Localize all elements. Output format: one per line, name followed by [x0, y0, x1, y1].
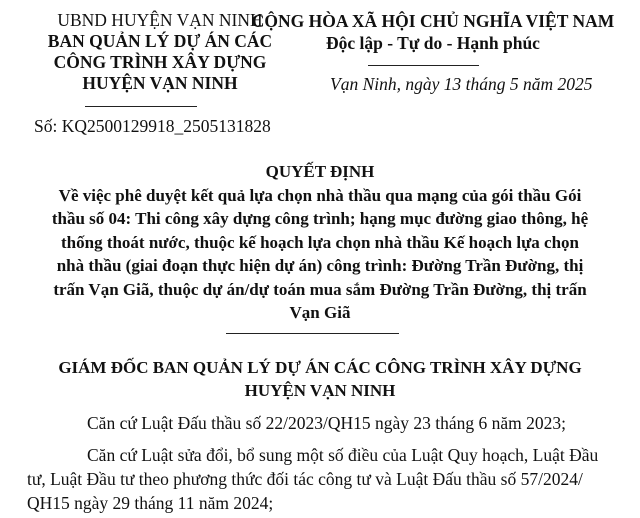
decision-subject-line: thống thoát nước, thuộc kế hoạch lựa chọn nhà thầu Kế hoạch lựa chọn: [61, 232, 579, 252]
authority-heading: [0, 356, 640, 402]
decision-heading: QUYẾT ĐỊNH: [265, 162, 375, 181]
national-motto: Độc lập - Tự do - Hạnh phúc: [326, 33, 540, 53]
agency-name-line-3: HUYỆN VẠN NINH: [82, 73, 238, 93]
authority-line-2: HUYỆN VẠN NINH: [244, 381, 396, 400]
legal-basis-paragraph-2-line-1: Căn cứ Luật sửa đổi, bổ sung một số điều của Luật Quy hoạch, Luật Đầu: [87, 445, 599, 465]
agency-name-line-2: CÔNG TRÌNH XÂY DỰNG: [53, 52, 267, 72]
legal-basis-paragraph-2-line-2: tư, Luật Đầu tư theo phương thức đối tác công tư và Luật Đấu thầu số 57/2024/: [27, 469, 583, 489]
decision-title-block: [0, 160, 640, 325]
legal-basis-paragraph-1: Căn cứ Luật Đấu thầu số 22/2023/QH15 ngày 23 tháng 6 năm 2023;: [87, 413, 566, 433]
national-title: CỘNG HÒA XÃ HỘI CHỦ NGHĨA VIỆT NAM: [251, 11, 615, 31]
agency-divider: [85, 106, 197, 107]
decision-subject-line: thầu số 04: Thi công xây dựng công trình; hạng mục đường giao thông, hệ: [51, 209, 589, 228]
title-divider: [226, 333, 399, 334]
document-number: Số: KQ2500129918_2505131828: [34, 116, 271, 136]
decision-subject-line: Vạn Giã: [289, 303, 351, 322]
agency-name-line-1: BAN QUẢN LÝ DỰ ÁN CÁC: [47, 31, 273, 51]
authority-line-1: GIÁM ĐỐC BAN QUẢN LÝ DỰ ÁN CÁC CÔNG TRÌNH XÂY DỰNG: [58, 358, 582, 377]
national-header-block: [250, 10, 616, 54]
legal-basis-paragraph-2-line-3: QH15 ngày 29 tháng 11 năm 2024;: [27, 493, 274, 513]
parent-agency: UBND HUYỆN VẠN NINH: [57, 10, 263, 30]
decision-subject-line: nhà thầu (giai đoạn thực hiện dự án) công trình: Đường Trần Đường, thị: [56, 256, 584, 275]
decision-subject-line: trấn Vạn Giã, thuộc dự án/dự toán mua sắm Đường Trần Đường, thị trấn: [53, 279, 587, 299]
place-and-date: Vạn Ninh, ngày 13 tháng 5 năm 2025: [330, 74, 593, 94]
decision-subject-line: Về việc phê duyệt kết quả lựa chọn nhà thầu qua mạng của gói thầu Gói: [58, 185, 582, 205]
motto-divider: [368, 65, 479, 66]
